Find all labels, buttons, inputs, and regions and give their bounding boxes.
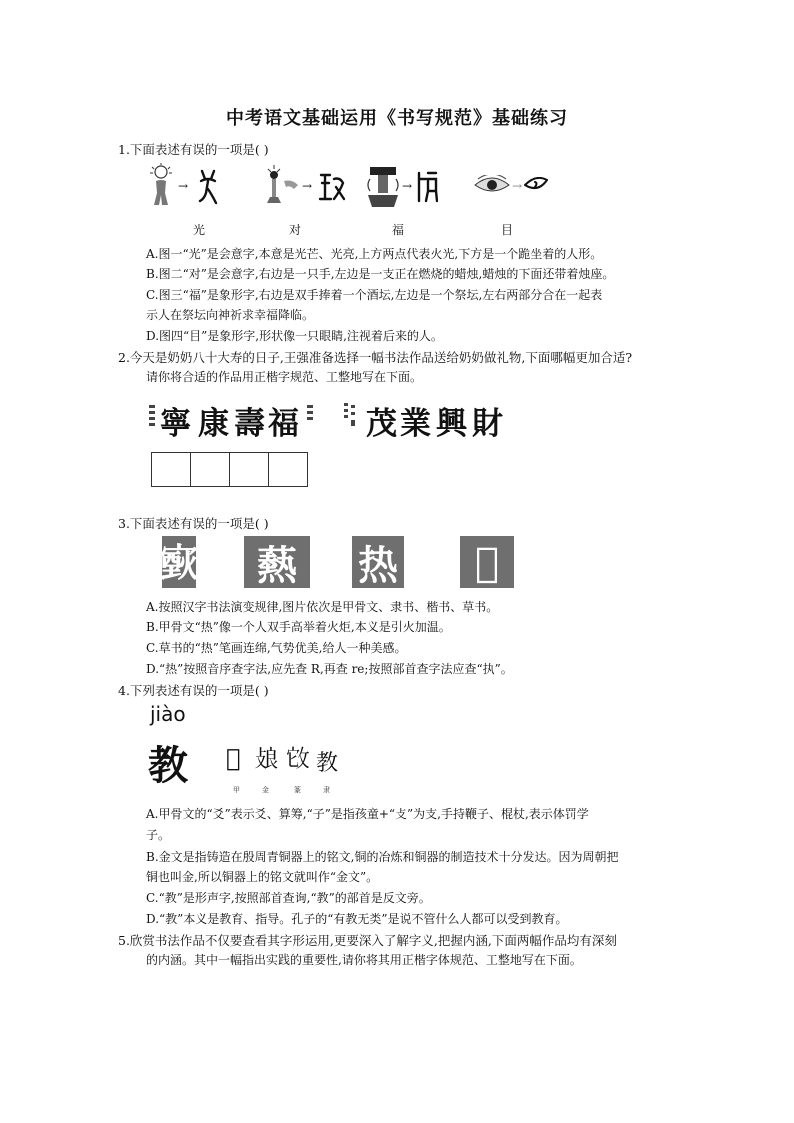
- work1-char-4: 福: [268, 406, 299, 442]
- dui-oracle-glyph-icon: [318, 169, 346, 205]
- page-title: 中考语文基础运用《书写规范》基础练习: [226, 108, 568, 129]
- q4-option-d: D.“教”本义是教育、指导。孔子的“有教无类”是说不管什么人都可以受到教育。: [146, 912, 568, 926]
- candle-pictograph-icon: [264, 163, 300, 209]
- q4-option-b: B.金文是指铸造在殷周青铜器上的铭文,铜的冶炼和铜器的制造技术十分发达。因为周朝把: [146, 850, 619, 864]
- re-clerical-glyph: 爇: [257, 541, 297, 589]
- q1-stem: 1.下面表述有误的一项是( ): [118, 142, 269, 157]
- re-regular-glyph: 热: [358, 541, 398, 589]
- work2-char-4: 財: [472, 406, 503, 442]
- q2-stem-cont: 请你将合适的作品用正楷字规范、工整地写在下面。: [146, 370, 423, 384]
- q3-stem: 3.下面表述有误的一项是( ): [118, 516, 269, 531]
- seal-inscription-icon: [146, 404, 158, 430]
- work2-char-2: 業: [400, 406, 431, 442]
- q4-label-oracle: 甲: [233, 786, 240, 794]
- work2-char-3: 興: [436, 406, 467, 442]
- fu-oracle-glyph-icon: [416, 169, 438, 205]
- q4-label-seal: 篆: [294, 786, 301, 794]
- q4-label-bronze: 金: [262, 786, 269, 794]
- q5-stem: 5.欣赏书法作品不仅要查看其字形运用,更要深入了解字义,把握内涵,下面两幅作品均有深刻: [118, 933, 617, 948]
- arrow-icon: →: [178, 179, 189, 193]
- light-oracle-glyph-icon: [198, 169, 218, 205]
- seal-inscription-icon: [304, 404, 316, 430]
- seal-inscription-icon: [342, 402, 358, 432]
- re-oracle-glyph: 𤎟: [159, 539, 199, 587]
- q3-option-a: A.按照汉字书法演变规律,图片依次是甲骨文、隶书、楷书、草书。: [146, 600, 499, 614]
- re-cursive-glyph: 𤊞: [474, 538, 499, 586]
- q3-option-d: D.“热”按照音序查字法,应先查 R,再查 re;按照部首查字法应查“执”。: [146, 662, 513, 676]
- q4-bronze-form: 𢽂: [254, 745, 278, 773]
- q4-option-a-cont: 子。: [146, 828, 171, 842]
- q4-oracle-form: 𢼂: [226, 744, 241, 772]
- q1-caption-3: 福: [392, 223, 405, 237]
- q1-option-a: A.图一“光”是会意字,本意是光芒、光亮,上方两点代表火光,下方是一个跪坐着的人形。: [146, 247, 603, 261]
- re-regular-tile: [352, 536, 404, 588]
- q2-calligraphy-works: [146, 398, 516, 442]
- q3-option-b: B.甲骨文“热”像一个人双手高举着火炬,本义是引火加温。: [146, 620, 451, 634]
- q1-caption-2: 对: [289, 223, 302, 237]
- q1-caption-1: 光: [193, 223, 206, 237]
- arrow-icon: →: [512, 179, 523, 193]
- q4-pinyin: jiào: [150, 702, 186, 726]
- q5-stem-cont: 的内涵。其中一幅指出实践的重要性,请你将其用正楷字体规范、工整地写在下面。: [146, 953, 582, 967]
- work1-char-3: 壽: [234, 406, 265, 442]
- light-pictograph-icon: [148, 163, 174, 209]
- q1-option-b: B.图二“对”是会意字,右边是一只手,左边是一支正在燃烧的蜡烛,蜡烛的下面还带着烛座。: [146, 267, 615, 281]
- q1-option-d: D.图四“目”是象形字,形状像一只眼睛,注视着后来的人。: [146, 329, 443, 343]
- work1-char-1: 寧: [160, 406, 191, 442]
- q4-option-a: A.甲骨文的“爻”表示爻、算筹,“子”是指孩童+“攴”为支,手持鞭子、棍杖,表示体罚学: [146, 807, 589, 821]
- re-clerical-tile: [244, 536, 310, 588]
- work1-char-2: 康: [198, 406, 229, 442]
- q4-seal-form: 𢼊: [286, 745, 310, 773]
- altar-pictograph-icon: [366, 163, 400, 209]
- q1-figure: [146, 163, 566, 213]
- work2-char-1: 茂: [366, 406, 397, 442]
- q4-label-clerical: 隶: [323, 786, 330, 794]
- q1-caption-4: 目: [501, 223, 514, 237]
- q4-big-char: 教: [148, 742, 188, 789]
- q1-option-c-cont: 示人在祭坛向神祈求幸福降临。: [146, 308, 315, 322]
- q4-stem: 4.下列表述有误的一项是( ): [118, 683, 269, 698]
- q3-option-c: C.草书的“热”笔画连绵,气势优美,给人一种美感。: [146, 641, 407, 655]
- re-oracle-tile: [159, 536, 199, 588]
- re-cursive-tile: [460, 536, 514, 588]
- q1-option-c: C.图三“福”是象形字,右边是双手捧着一个酒坛,左边是一个祭坛,左右两部分合在一起表: [146, 288, 603, 302]
- q2-stem: 2.今天是奶奶八十大寿的日子,王强准备选择一幅书法作品送给奶奶做礼物,下面哪幅更加合适?: [118, 350, 633, 365]
- q4-clerical-form: 教: [316, 751, 339, 776]
- q4-option-c: C.“教”是形声字,按照部首查询,“教”的部首是反文旁。: [146, 891, 431, 905]
- answer-box[interactable]: [190, 452, 230, 487]
- q4-option-b-cont: 铜也叫金,所以铜器上的铭文就叫作“金文”。: [146, 870, 379, 884]
- mu-oracle-glyph-icon: [524, 177, 548, 193]
- arrow-icon: →: [402, 179, 413, 193]
- answer-box[interactable]: [268, 452, 308, 487]
- answer-box[interactable]: [151, 452, 191, 487]
- arrow-icon: →: [302, 179, 313, 193]
- eye-pictograph-icon: [474, 175, 510, 195]
- answer-box[interactable]: [229, 452, 269, 487]
